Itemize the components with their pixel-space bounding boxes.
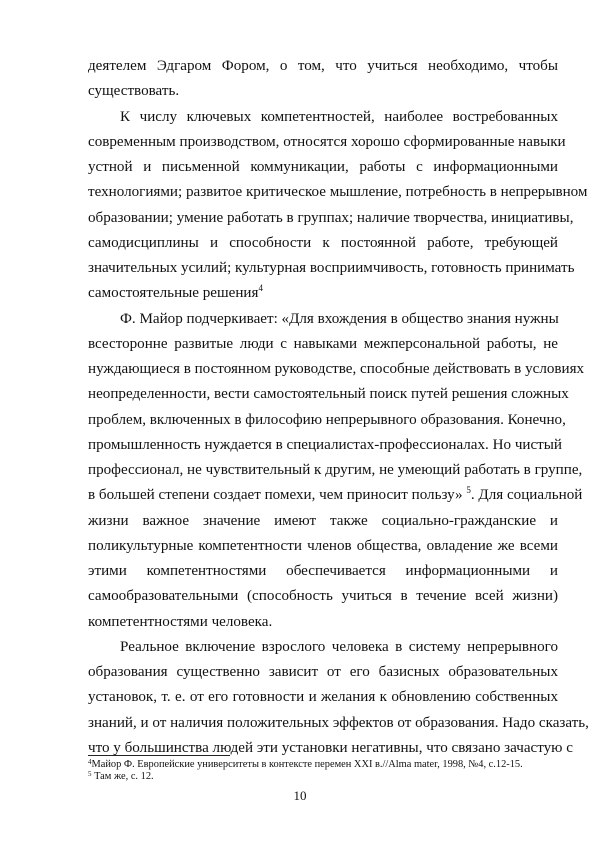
text-line: образовании; умение работать в группах; наличие творчества, инициативы,	[88, 209, 574, 226]
text-line: Реальное включение взрослого человека в систему непрерывного	[120, 638, 558, 655]
footnote-text: Майор Ф. Европейские университеты в контексте перемен XXI в.//Alma mater, 1998, №4, с.12-15.	[91, 759, 523, 770]
text-line: знаний, и от наличия положительных эффектов от образования. Надо сказать,	[88, 714, 589, 731]
text-line: профессионал, не чувствительный к другим, не умеющий работать в группе,	[88, 462, 583, 478]
text-line: неопределенности, вести самостоятельный поиск путей решения сложных	[88, 386, 569, 403]
text-line: технологиями; развитое критическое мышление, потребность в непрерывном	[88, 184, 588, 201]
text-line: самообразовательными (способность учиться в течение всей жизни)	[88, 588, 558, 605]
text-line	[88, 483, 583, 508]
text-line	[88, 281, 558, 306]
text-line: деятелем Эдгаром Фором, о том, что учиться необходимо, чтобы	[88, 58, 558, 74]
text-line: что у большинства людей эти установки негативны, что связано зачастую с	[88, 739, 573, 756]
footnote-text: Там же, с. 12.	[91, 771, 154, 782]
footnote-reference[interactable]: 5	[466, 485, 471, 496]
text-line: жизни важное значение имеют также социально-гражданские и	[88, 512, 558, 529]
text-line-content: в большей степени создает помехи, чем приносит пользу»	[88, 487, 463, 504]
footnote	[88, 771, 558, 783]
text-line: образования существенно зависит от его базисных образовательных	[88, 664, 558, 680]
text-line: К числу ключевых компетентностей, наиболее востребованных	[120, 108, 558, 125]
text-line: нуждающиеся в постоянном руководстве, способные действовать в условиях	[88, 361, 585, 377]
text-line: устной и письменной коммуникации, работы с информационными	[88, 159, 558, 175]
footnote-mark: 4	[88, 758, 92, 766]
footnote-reference[interactable]: 4	[258, 283, 263, 294]
text-line: самодисциплины и способности к постоянной работе, требующей	[88, 234, 558, 251]
footnote-separator	[88, 755, 230, 756]
text-line: этими компетентностями обеспечивается информационными и	[88, 563, 558, 579]
text-line: Ф. Майор подчеркивает: «Для вхождения в общество знания нужны	[120, 310, 559, 327]
text-line: современным производством, относятся хорошо сформированные навыки	[88, 133, 566, 150]
text-line: существовать.	[88, 83, 180, 100]
text-line: установок, т. е. от его готовности и желания к обновлению собственных	[88, 689, 558, 706]
text-line: значительных усилий; культурная восприимчивость, готовность принимать	[88, 260, 575, 276]
text-line: всесторонне развитые люди с навыками межперсональной работы, не	[88, 335, 558, 352]
footnote-mark: 5	[88, 770, 92, 778]
text-line: поликультурные компетентности членов общества, овладение же всеми	[88, 537, 558, 554]
body-text	[88, 54, 589, 761]
text-line: проблем, включенных в философию непрерывного образования. Конечно,	[88, 411, 566, 428]
text-line-tail: . Для социальной	[470, 487, 583, 504]
text-line: промышленность нуждается в специалистах-профессионалах. Но чистый	[88, 436, 563, 453]
text-line: компетентностями человека.	[88, 613, 273, 630]
page-number: 10	[293, 788, 307, 803]
footnotes	[88, 759, 558, 783]
text-line-content: самостоятельные решения	[88, 285, 259, 302]
footnote	[88, 759, 558, 771]
